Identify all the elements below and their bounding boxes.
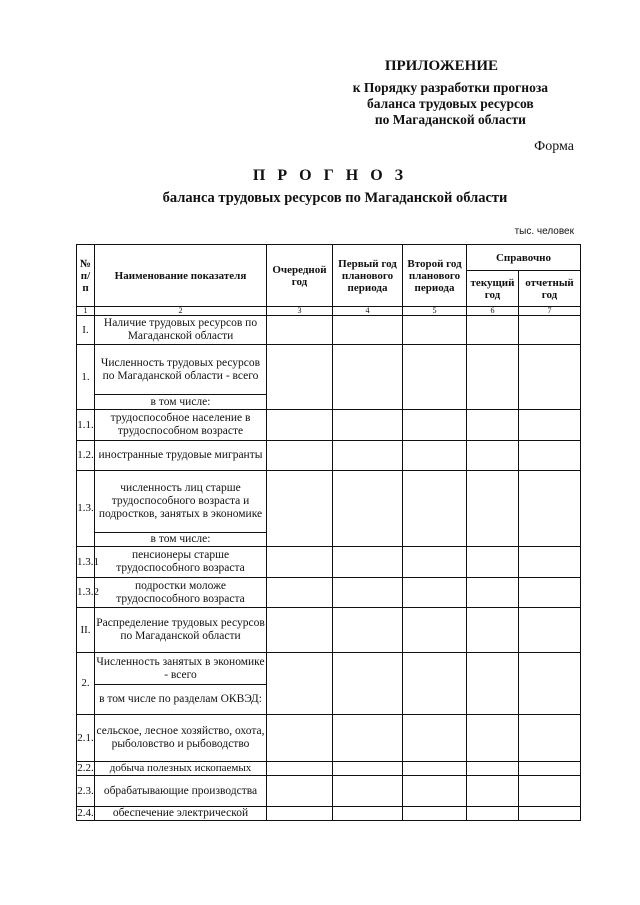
cell-reporting-year[interactable]	[519, 471, 581, 547]
cell-current-year[interactable]	[467, 715, 519, 762]
header-second-year: Второй год планового периода	[403, 245, 467, 307]
cell-current-year[interactable]	[467, 471, 519, 547]
cell-reporting-year[interactable]	[519, 762, 581, 776]
row-number: 2.	[77, 653, 95, 715]
cell-current-year[interactable]	[467, 441, 519, 471]
table-row	[77, 547, 581, 578]
cell-first-year[interactable]	[333, 776, 403, 807]
cell-first-year[interactable]	[333, 608, 403, 653]
table-row	[77, 441, 581, 471]
table-row	[77, 316, 581, 345]
cell-second-year[interactable]	[403, 547, 467, 578]
cell-second-year[interactable]	[403, 608, 467, 653]
table-row	[77, 345, 581, 395]
cell-second-year[interactable]	[403, 471, 467, 547]
cell-reporting-year[interactable]	[519, 776, 581, 807]
cell-current-year[interactable]	[467, 653, 519, 715]
row-number: II.	[77, 608, 95, 653]
header-first-year: Первый год планового периода	[333, 245, 403, 307]
row-number: 1.1.	[77, 410, 95, 441]
row-name: трудоспособное население в трудоспособном возрасте	[95, 410, 267, 441]
cell-current-year[interactable]	[467, 807, 519, 821]
cell-current-year[interactable]	[467, 547, 519, 578]
row-name: Численность занятых в экономике - всего	[95, 653, 267, 685]
header-next-year: Очередной год	[267, 245, 333, 307]
cell-second-year[interactable]	[403, 715, 467, 762]
cell-first-year[interactable]	[333, 653, 403, 715]
header-current-year: текущий год	[467, 271, 519, 307]
cell-next-year[interactable]	[267, 578, 333, 608]
units-label: тыс. человек	[514, 226, 574, 237]
row-number: 1.3.	[77, 471, 95, 547]
cell-first-year[interactable]	[333, 441, 403, 471]
table-row	[77, 653, 581, 685]
row-number: 2.2.	[77, 762, 94, 774]
annex-title: ПРИЛОЖЕНИЕ	[384, 58, 498, 74]
column-number: 3	[267, 307, 333, 316]
row-number: I.	[77, 316, 95, 345]
row-name: добыча полезных ископаемых	[95, 762, 267, 776]
column-number: 6	[467, 307, 519, 316]
cell-second-year[interactable]	[403, 578, 467, 608]
document-subtitle: баланса трудовых ресурсов по Магаданской области	[162, 190, 508, 206]
annex-line: к Порядку разработки прогноза	[352, 80, 548, 95]
row-name: обрабатывающие производства	[95, 776, 267, 807]
cell-next-year[interactable]	[267, 410, 333, 441]
cell-next-year[interactable]	[267, 345, 333, 410]
table-row	[77, 762, 581, 776]
cell-next-year[interactable]	[267, 316, 333, 345]
cell-first-year[interactable]	[333, 578, 403, 608]
cell-next-year[interactable]	[267, 547, 333, 578]
table-row	[77, 715, 581, 762]
header-reference: Справочно	[467, 245, 581, 271]
column-number: 2	[95, 307, 267, 316]
cell-first-year[interactable]	[333, 471, 403, 547]
cell-next-year[interactable]	[267, 608, 333, 653]
header-reporting-year: отчетный год	[519, 271, 581, 307]
row-number: 2.4.	[77, 807, 94, 819]
table-row	[77, 410, 581, 441]
row-name: сельское, лесное хозяйство, охота, рыболовство и рыбоводство	[95, 715, 267, 762]
cell-next-year[interactable]	[267, 653, 333, 715]
cell-first-year[interactable]	[333, 715, 403, 762]
cell-second-year[interactable]	[403, 653, 467, 715]
row-name: Наличие трудовых ресурсов по Магаданской области	[95, 316, 267, 345]
row-name: численность лиц старше трудоспособного возраста и подростков, занятых в экономике	[95, 471, 267, 533]
table-row	[77, 471, 581, 533]
annex-line: баланса трудовых ресурсов	[367, 96, 534, 111]
row-subtitle: в том числе:	[95, 533, 267, 547]
cell-reporting-year[interactable]	[519, 316, 581, 345]
row-name: Численность трудовых ресурсов по Магаданской области - всего	[95, 345, 267, 395]
cell-reporting-year[interactable]	[519, 410, 581, 441]
row-name: Распределение трудовых ресурсов по Магаданской области	[95, 608, 267, 653]
cell-current-year[interactable]	[467, 410, 519, 441]
cell-reporting-year[interactable]	[519, 345, 581, 410]
cell-first-year[interactable]	[333, 316, 403, 345]
row-subtitle: в том числе:	[95, 395, 267, 410]
cell-reporting-year[interactable]	[519, 608, 581, 653]
cell-second-year[interactable]	[403, 410, 467, 441]
cell-first-year[interactable]	[333, 410, 403, 441]
cell-current-year[interactable]	[467, 608, 519, 653]
header-num: № п/п	[77, 245, 95, 307]
row-number: 2.3.	[77, 776, 95, 807]
cell-first-year[interactable]	[333, 807, 403, 821]
cell-reporting-year[interactable]	[519, 441, 581, 471]
cell-current-year[interactable]	[467, 345, 519, 410]
cell-second-year[interactable]	[403, 762, 467, 776]
cell-reporting-year[interactable]	[519, 715, 581, 762]
cell-second-year[interactable]	[403, 345, 467, 410]
row-name: подростки моложе трудоспособного возраста	[95, 578, 267, 608]
cell-second-year[interactable]	[403, 316, 467, 345]
document-title: П Р О Г Н О З	[252, 167, 408, 184]
column-number: 5	[403, 307, 467, 316]
cell-next-year[interactable]	[267, 471, 333, 547]
annex-subtitle	[353, 80, 548, 128]
cell-next-year[interactable]	[267, 776, 333, 807]
cell-reporting-year[interactable]	[519, 653, 581, 715]
cell-next-year[interactable]	[267, 807, 333, 821]
cell-second-year[interactable]	[403, 776, 467, 807]
cell-current-year[interactable]	[467, 316, 519, 345]
row-name: иностранные трудовые мигранты	[95, 441, 267, 471]
annex-line: по Магаданской области	[374, 112, 526, 127]
cell-next-year[interactable]	[267, 762, 333, 776]
row-number: 1.3.1	[77, 547, 95, 578]
column-number: 1	[77, 307, 95, 316]
cell-reporting-year[interactable]	[519, 807, 581, 821]
cell-second-year[interactable]	[403, 441, 467, 471]
cell-current-year[interactable]	[467, 578, 519, 608]
row-name: пенсионеры старше трудоспособного возраста	[95, 547, 267, 578]
form-label: Форма	[534, 139, 574, 154]
cell-second-year[interactable]	[403, 807, 467, 821]
cell-first-year[interactable]	[333, 547, 403, 578]
table-row	[77, 807, 581, 821]
table-row	[77, 578, 581, 608]
row-number: 1.2.	[77, 441, 95, 471]
cell-next-year[interactable]	[267, 441, 333, 471]
row-name: обеспечение электрической	[95, 807, 267, 821]
row-subtitle: в том числе по разделам ОКВЭД:	[95, 685, 267, 715]
table-row	[77, 608, 581, 653]
cell-first-year[interactable]	[333, 762, 403, 776]
cell-current-year[interactable]	[467, 776, 519, 807]
cell-reporting-year[interactable]	[519, 547, 581, 578]
forecast-table	[76, 244, 581, 821]
cell-current-year[interactable]	[467, 762, 519, 776]
row-number: 1.	[77, 345, 95, 410]
column-number: 4	[333, 307, 403, 316]
cell-first-year[interactable]	[333, 345, 403, 410]
table-row	[77, 776, 581, 807]
row-number: 2.1.	[77, 715, 95, 762]
row-number: 1.3.2	[77, 578, 95, 608]
column-number: 7	[519, 307, 581, 316]
cell-next-year[interactable]	[267, 715, 333, 762]
cell-reporting-year[interactable]	[519, 578, 581, 608]
header-name: Наименование показателя	[95, 245, 267, 307]
